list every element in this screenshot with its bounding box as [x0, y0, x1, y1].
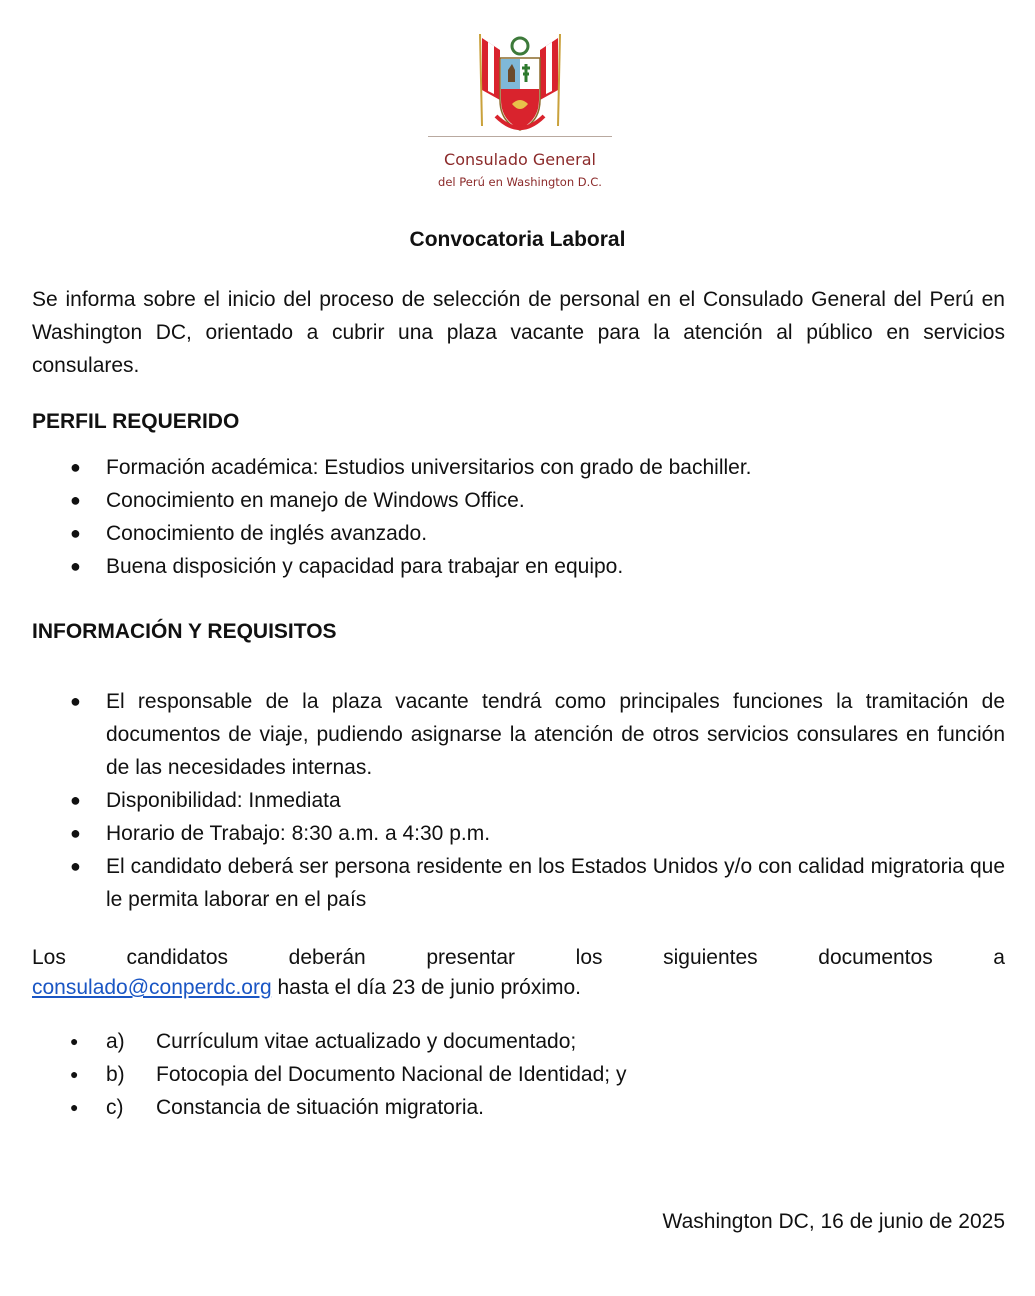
submission-deadline: hasta el día 23 de junio próximo.	[271, 976, 582, 999]
submission-line1: Los candidatos deberán presentar los siguientes documentos a	[32, 946, 1005, 969]
bullet-icon: ●	[70, 523, 81, 543]
info-heading: INFORMACIÓN Y REQUISITOS	[32, 620, 337, 643]
logo-divider	[428, 136, 612, 137]
profile-heading: PERFIL REQUERIDO	[32, 410, 240, 433]
bullet-icon: ●	[70, 457, 81, 477]
document-title: Convocatoria Laboral	[409, 228, 626, 251]
intro-paragraph: Se informa sobre el inicio del proceso de selección de personal en el Consulado General del Perú en Washington DC, orientado a cubrir una plaza vacante para la atención al público en servicios consulares.	[32, 288, 1005, 377]
email-link[interactable]: consulado@conperdc.org	[32, 976, 272, 999]
peru-coat-of-arms-icon	[460, 30, 580, 140]
list-item: ● El responsable de la plaza vacante tendrá como principales funciones la tramitación de documentos de viaje, pudiendo asignarse la atención de otros servicios consulares en función de las necesidades internas.	[0, 685, 1035, 784]
bullet-icon: ●	[70, 856, 81, 876]
list-item: ● Horario de Trabajo: 8:30 a.m. a 4:30 p.m.	[0, 817, 1035, 850]
logo-org-line1: Consulado General	[444, 150, 596, 169]
logo-org-line2: del Perú en Washington D.C.	[438, 175, 602, 189]
list-item: ● Formación académica: Estudios universitarios con grado de bachiller.	[0, 451, 1035, 484]
submission-line2	[32, 973, 581, 1003]
consulate-logo	[420, 30, 620, 195]
bullet-icon: ●	[70, 1033, 79, 1049]
list-item: ● Conocimiento en manejo de Windows Office.	[0, 484, 1035, 517]
list-item: ● El candidato deberá ser persona residente en los Estados Unidos y/o con calidad migratoria que le permita laborar en el país	[0, 850, 1035, 916]
bullet-icon: ●	[70, 556, 81, 576]
bullet-icon: ●	[70, 490, 81, 510]
bullet-icon: ●	[70, 691, 81, 711]
info-list	[0, 685, 1035, 916]
profile-list	[0, 451, 1035, 583]
bullet-icon: ●	[70, 1066, 79, 1082]
closing-date: Washington DC, 16 de junio de 2025	[662, 1210, 1005, 1233]
list-item: ● Conocimiento de inglés avanzado.	[0, 517, 1035, 550]
list-item: ● Disponibilidad: Inmediata	[0, 784, 1035, 817]
list-item: ● c) Constancia de situación migratoria.	[0, 1091, 1035, 1124]
list-item: ● Buena disposición y capacidad para trabajar en equipo.	[0, 550, 1035, 583]
bullet-icon: ●	[70, 1099, 79, 1115]
bullet-icon: ●	[70, 823, 81, 843]
list-item: ● b) Fotocopia del Documento Nacional de Identidad; y	[0, 1058, 1035, 1091]
bullet-icon: ●	[70, 790, 81, 810]
list-item: ● a) Currículum vitae actualizado y documentado;	[0, 1025, 1035, 1058]
documents-list	[0, 1025, 1035, 1124]
